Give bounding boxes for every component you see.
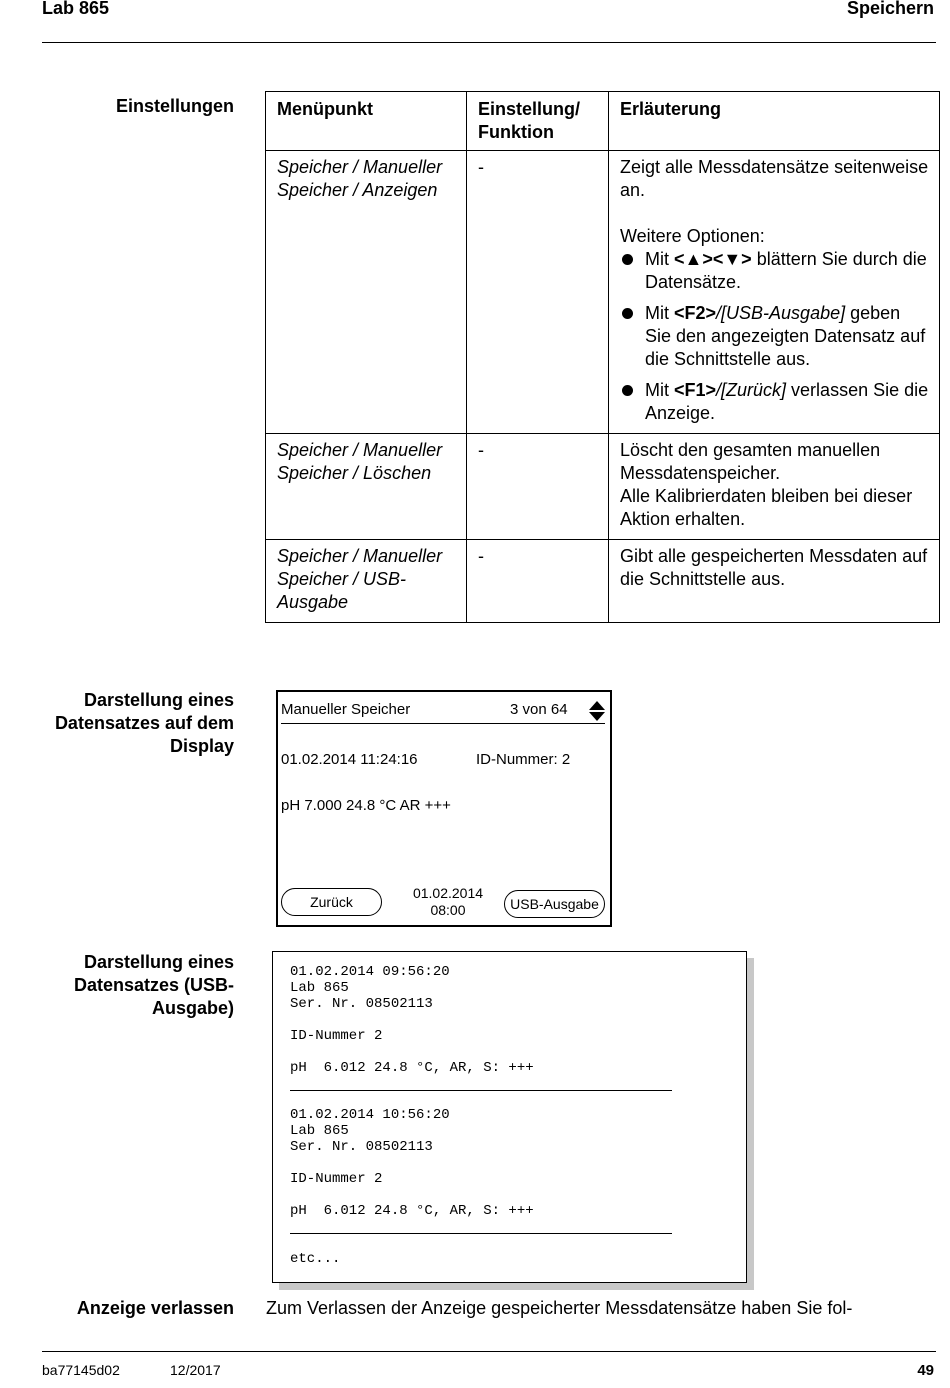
record-id: ID-Nummer: 2 — [476, 751, 571, 768]
back-softkey-button[interactable]: Zurück — [281, 888, 382, 916]
header-rule — [42, 42, 936, 43]
explanation-text: Alle Kalibrierdaten bleiben bei dieser Aktion erhalten. — [620, 486, 913, 529]
softkey-label: /[USB-Ausgabe] — [716, 303, 846, 323]
footer-doc-number: ba77145d02 — [42, 1362, 120, 1378]
key-label: <F1> — [674, 380, 717, 400]
column-header-setting: Einstellung/ Funktion — [467, 92, 609, 151]
table-row — [266, 540, 940, 623]
usb-output-printout — [272, 951, 747, 1283]
explanation-text: Gibt alle gespeicherten Messdaten auf die Schnittstelle aus. — [620, 546, 928, 589]
usb-datetime: 01.02.2014 10:56:20 — [290, 1107, 450, 1123]
usb-ellipsis: etc... — [290, 1251, 341, 1267]
section-display-label: Darstellung eines Datensatzes auf dem Display — [54, 690, 234, 756]
key-label: <F2> — [674, 303, 717, 323]
exit-text: Zum Verlassen der Anzeige gespeicherter Messdatensätze haben Sie fol- — [266, 1298, 853, 1318]
page-number: 49 — [917, 1362, 934, 1379]
usb-output-softkey-button[interactable]: USB-Ausgabe — [504, 890, 605, 918]
usb-record-separator — [290, 1090, 672, 1091]
column-header-explanation: Erläuterung — [609, 92, 940, 151]
device-display — [276, 690, 612, 927]
column-header-menu-item: Menüpunkt — [266, 92, 467, 151]
up-down-arrow-icon[interactable] — [588, 700, 606, 722]
usb-serial: Ser. Nr. 08502113 — [290, 996, 433, 1012]
footer-date: 12/2017 — [170, 1362, 221, 1378]
menu-item-cell: Speicher / Manueller Speicher / Löschen — [266, 434, 467, 540]
usb-device: Lab 865 — [290, 980, 349, 996]
record-counter: 3 von 64 — [510, 701, 568, 718]
usb-reading: pH 6.012 24.8 °C, AR, S: +++ — [290, 1060, 534, 1076]
clock-time: 08:00 — [430, 902, 466, 918]
usb-id: ID-Nummer 2 — [290, 1171, 383, 1187]
table-row — [266, 151, 940, 434]
setting-cell: - — [467, 434, 609, 540]
usb-reading: pH 6.012 24.8 °C, AR, S: +++ — [290, 1203, 534, 1219]
display-title: Manueller Speicher — [281, 701, 411, 718]
clock-date: 01.02.2014 — [412, 885, 484, 901]
record-datetime: 01.02.2014 11:24:16 — [281, 751, 418, 768]
display-title-divider — [281, 723, 605, 724]
softkey-label: /[Zurück] — [716, 380, 787, 400]
table-row — [266, 434, 940, 540]
explanation-cell — [609, 540, 940, 623]
footer-rule — [42, 1351, 936, 1352]
usb-datetime: 01.02.2014 09:56:20 — [290, 964, 450, 980]
explanation-cell — [609, 151, 940, 434]
setting-cell: - — [467, 151, 609, 434]
usb-record-separator — [290, 1233, 672, 1234]
header-left: Lab 865 — [42, 0, 110, 18]
table-header-row — [266, 92, 940, 151]
explanation-text: Zeigt alle Messdatensätze seitenweise an. — [620, 157, 929, 200]
list-item: Mit <▲><▼> blättern Sie durch die Datensätze. — [620, 248, 929, 294]
key-label: <▲><▼> — [674, 249, 752, 269]
record-reading: pH 7.000 24.8 °C AR +++ — [281, 797, 451, 814]
explanation-text: Löscht den gesamten manuellen Messdatenspeicher. — [620, 440, 881, 483]
header-right: Speichern — [846, 0, 934, 18]
options-list — [620, 248, 929, 425]
setting-cell: - — [467, 540, 609, 623]
menu-item-cell: Speicher / Manueller Speicher / USB-Ausgabe — [266, 540, 467, 623]
settings-table — [265, 91, 940, 623]
section-usb-label: Darstellung eines Datensatzes (USB-Ausgabe) — [73, 952, 234, 1018]
list-item: Mit <F1>/[Zurück] verlassen Sie die Anzeige. — [620, 379, 929, 425]
section-settings-label: Einstellungen — [115, 96, 234, 116]
options-heading: Weitere Optionen: — [620, 226, 765, 246]
explanation-cell — [609, 434, 940, 540]
usb-device: Lab 865 — [290, 1123, 349, 1139]
section-exit-label: Anzeige verlassen — [76, 1298, 234, 1318]
list-item: Mit <F2>/[USB-Ausgabe] geben Sie den angezeigten Datensatz auf die Schnittstelle aus. — [620, 302, 929, 371]
usb-serial: Ser. Nr. 08502113 — [290, 1139, 433, 1155]
menu-item-cell: Speicher / Manueller Speicher / Anzeigen — [266, 151, 467, 434]
usb-id: ID-Nummer 2 — [290, 1028, 383, 1044]
